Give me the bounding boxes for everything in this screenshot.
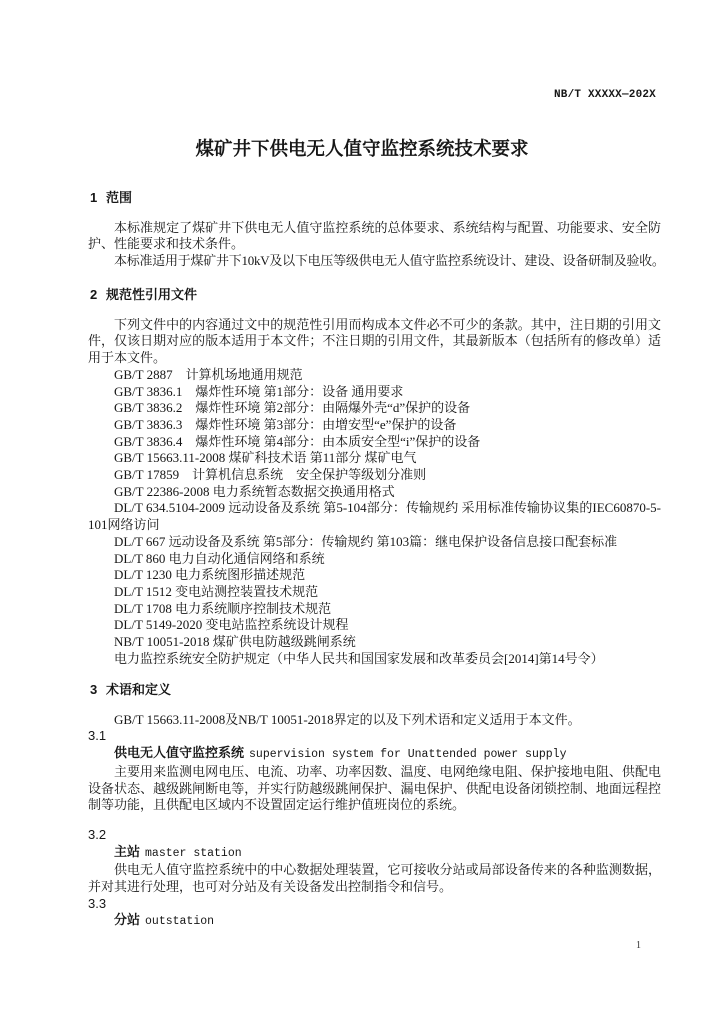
term-definition: 主要用来监测电网电压、电流、功率、功率因数、温度、电网绝缘电阻、保护接地电阻、供配电设备状态、越级跳闸断电等，并实行防越级跳闸保护、漏电保护、供配电设备闭锁控制、地面远程控制等功能，且供配电区域内不设置固定运行维护值班岗位的系统。 [88,763,661,813]
reference-item: 电力监控系统安全防护规定（中华人民共和国国家发展和改革委员会[2014]第14号令） [114,650,604,666]
reference-item: DL/T 1512 变电站测控装置技术规范 [114,583,319,599]
paragraph: 本标准规定了煤矿井下供电无人值守监控系统的总体要求、系统结构与配置、功能要求、安全防护、性能要求和技术条件。 [88,219,661,252]
section-normative-references [88,287,661,667]
reference-item: DL/T 860 电力自动化通信网络和系统 [114,550,325,566]
section-terms-definitions [88,682,661,931]
section-heading [88,682,661,699]
document-title: 煤矿井下供电无人值守监控系统技术要求 [195,138,529,159]
clause-number: 3.2 [88,826,107,842]
term-english: outstation [145,915,215,929]
term-entry [88,844,661,863]
term-chinese: 分站 [114,912,141,928]
section-heading [88,190,661,207]
reference-item: GB/T 3836.3 爆炸性环境 第3部分：由增安型“e”保护的设备 [114,416,457,432]
term-english: master station [145,846,242,860]
standard-number: NB/T XXXXX—202X [553,89,656,101]
term-chinese: 供电无人值守监控系统 [114,745,245,761]
clause-number: 3.1 [88,728,107,744]
reference-item: GB/T 2887 计算机场地通用规范 [114,366,303,382]
section-title: 术语和定义 [106,682,172,697]
term-entry [88,745,661,764]
reference-item: NB/T 10051-2018 煤矿供电防越级跳闸系统 [114,634,356,650]
reference-item: DL/T 634.5104-2009 远动设备及系统 第5-104部分：传输规约 采用标准传输协议集的IEC60870-5-101网络访问 [88,500,661,533]
term-chinese: 主站 [114,843,141,859]
reference-item: DL/T 1230 电力系统图形描述规范 [114,567,306,583]
clause-number: 3.3 [88,895,107,911]
reference-item: GB/T 15663.11-2008 煤矿科技术语 第11部分 煤矿电气 [114,450,417,466]
term-english: supervision system for Unattended power supply [249,748,567,762]
reference-item: DL/T 1708 电力系统顺序控制技术规范 [114,600,332,616]
section-number: 3 [90,682,98,697]
reference-item: GB/T 3836.1 爆炸性环境 第1部分：设备 通用要求 [114,383,404,399]
section-number: 2 [90,287,98,302]
reference-item: GB/T 3836.4 爆炸性环境 第4部分：由本质安全型“i”保护的设备 [114,433,481,449]
section-title: 规范性引用文件 [106,287,198,302]
paragraph: GB/T 15663.11-2008及NB/T 10051-2018界定的以及下列术语和定义适用于本文件。 [114,711,581,727]
page-number: 1 [636,940,641,951]
paragraph: 本标准适用于煤矿井下10kV及以下电压等级供电无人值守监控系统设计、建设、设备研制及验收。 [114,253,665,269]
reference-item: DL/T 667 远动设备及系统 第5部分：传输规约 第103篇：继电保护设备信息接口配套标准 [114,533,618,549]
reference-item: GB/T 22386-2008 电力系统暂态数据交换通用格式 [114,483,395,499]
section-heading [88,287,661,304]
section-number: 1 [90,190,98,205]
paragraph: 下列文件中的内容通过文中的规范性引用而构成本文件必不可少的条款。其中，注日期的引用文件，仅该日期对应的版本适用于本文件；不注日期的引用文件，其最新版本（包括所有的修改单）适用于本文件。 [88,316,661,366]
section-scope [88,190,665,270]
section-title: 范围 [106,190,133,205]
term-definition: 供电无人值守监控系统中的中心数据处理装置，它可接收分站或局部设备传来的各种监测数据，并对其进行处理，也可对分站及有关设备发出控制指令和信号。 [88,862,661,895]
term-entry [88,912,661,931]
reference-item: GB/T 3836.2 爆炸性环境 第2部分：由隔爆外壳“d”保护的设备 [114,400,471,416]
reference-item: DL/T 5149-2020 变电站监控系统设计规程 [114,617,349,633]
reference-item: GB/T 17859 计算机信息系统 安全保护等级划分准则 [114,467,427,483]
